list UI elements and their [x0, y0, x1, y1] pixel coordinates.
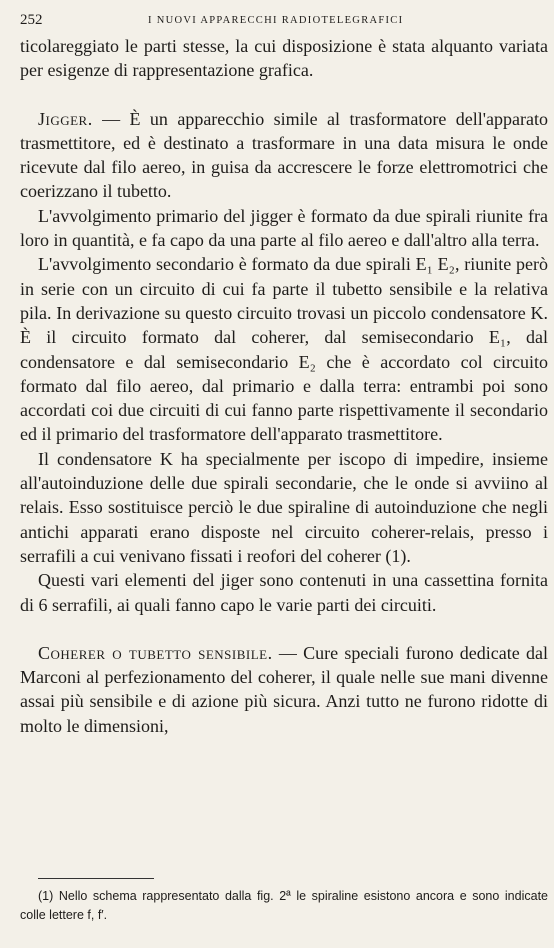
section-heading-coherer: Coherer o tubetto sensibile.: [38, 642, 273, 663]
footnote-rule: [38, 878, 154, 879]
section-heading-jigger: Jigger.: [38, 108, 93, 129]
page-number: 252: [20, 12, 43, 28]
running-title: I NUOVI APPARECCHI RADIOTELEGRAFICI: [148, 15, 404, 26]
paragraph-secondary-winding: L'avvolgimento secondario è formato da due spirali E₁ E₂, riunite però in serie con un circuito di cui fa parte il tubetto sensibile e la relativa pila. In derivazione su questo circuito trovasi un piccolo condensatore K. È il circuito formato dal coherer, dal semisecondario E₁, dal condensatore e dal semisecondario E₂ che è accordato col circuito formato dal filo aereo, dal primario e dalla terra: entrambi poi sono accordati coi due circuiti di cui fanno parte rispettivamente il secondario ed il primario del trasformatore dell'apparato trasmettitore.: [20, 254, 548, 445]
paragraph-jigger: Jigger. — È un apparecchio simile al trasformatore dell'apparato trasmettitore, ed è destinato a trasformare in una data misura le onde ricevute dal filo aereo, in guisa da accrescere le forze elettromotrici che coerizzano il tubetto.: [20, 108, 548, 202]
paragraph-condenser: Il condensatore K ha specialmente per iscopo di impedire, insieme all'autoinduzione delle due spirali secondarie, che le onde si avviino al relais. Esso sostituisce perciò le due spiraline di autoinduzione che negli antichi apparati erano disposte nel circuito coherer-relais, presso i serrafili a cui venivano fissati i reofori del coherer (1).: [20, 448, 548, 566]
page-body: [20, 34, 548, 738]
paragraph-coherer: Coherer o tubetto sensibile. — Cure speciali furono dedicate dal Marconi al perfezionamento del coherer, il quale nelle sue mani divenne assai più sensibile e di azione più sicura. Anzi tutto ne furono ridotte di molto le dimensioni,: [20, 642, 549, 736]
paragraph-continuation: ticolareggiato le parti stesse, la cui disposizione è stata alquanto variata per esigenze di rappresentazione grafica.: [20, 36, 548, 81]
footnote: (1) Nello schema rappresentato dalla fig. 2ª le spiraline esistono ancora e sono indicate colle lettere f, f′.: [20, 889, 548, 922]
paragraph-box: Questi vari elementi del jiger sono contenuti in una cassettina fornita di 6 serrafili, ai quali fanno capo le varie parti dei circuiti.: [20, 570, 548, 615]
paragraph-primary-winding: L'avvolgimento primario del jigger è formato da due spirali riunite fra loro in quantità, e fa capo da una parte al filo aereo e dall'altro alla terra.: [20, 205, 548, 251]
page-header: [20, 12, 546, 32]
